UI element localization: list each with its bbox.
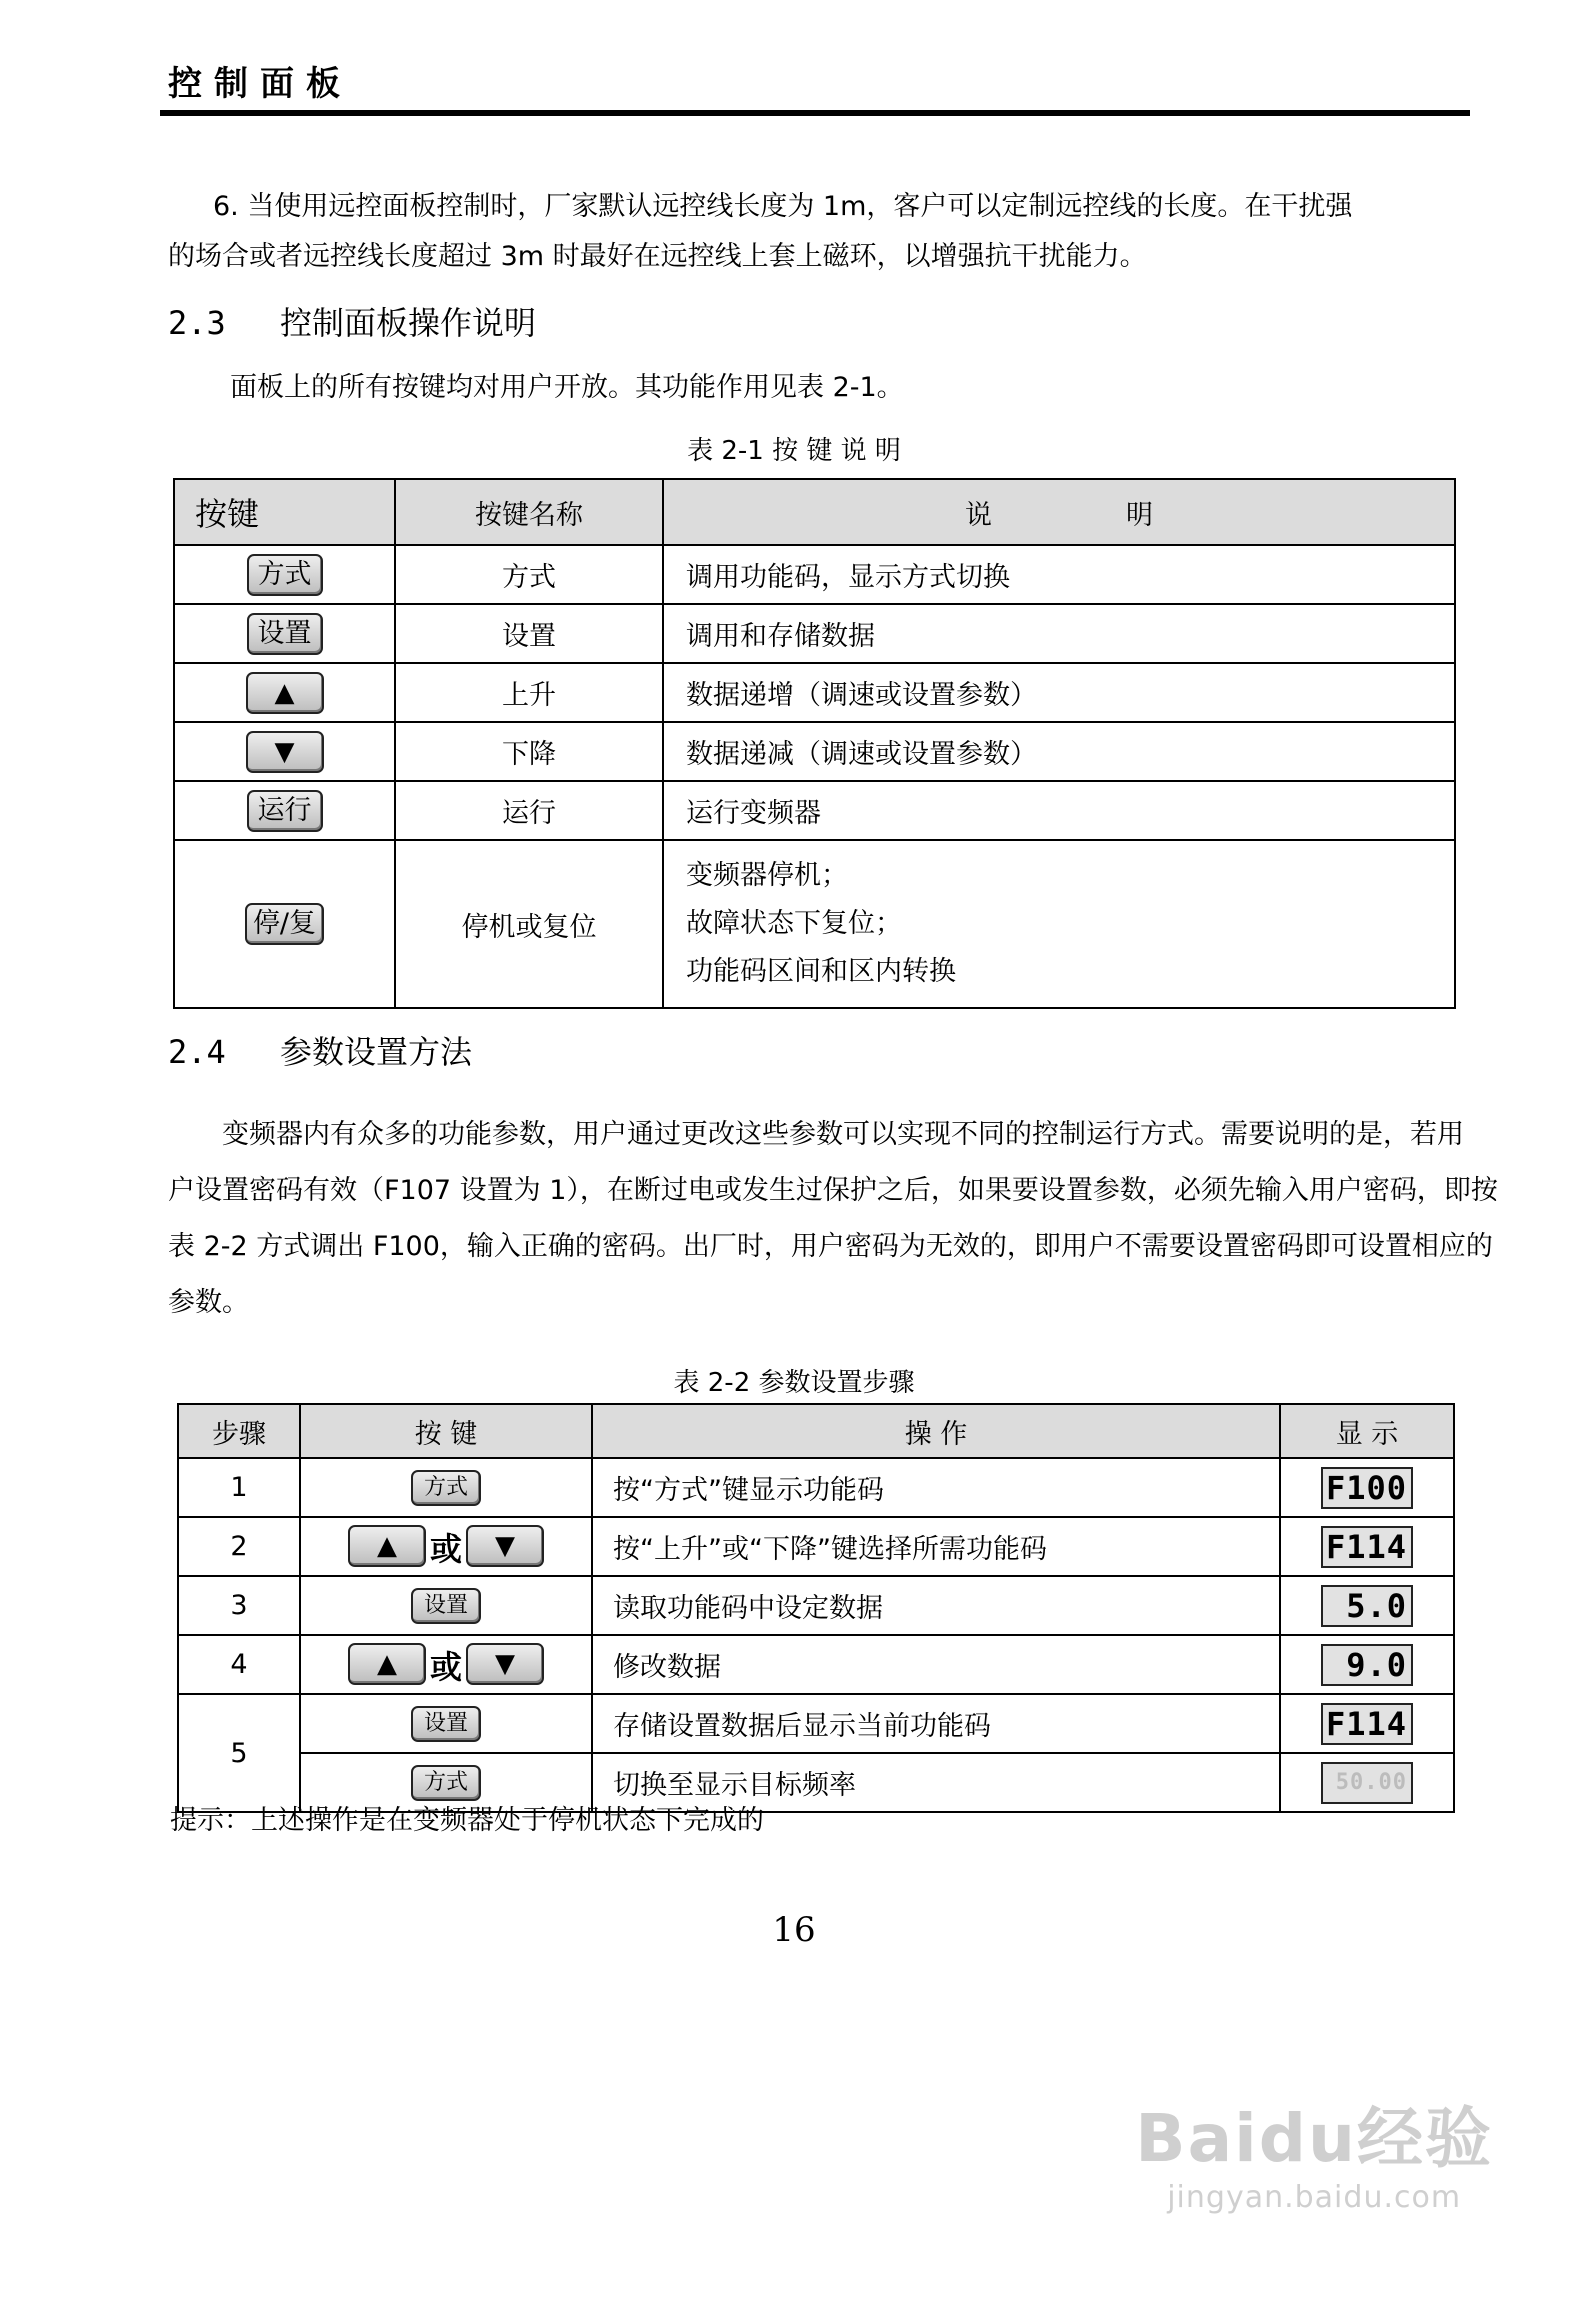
header-desc-a: 说 — [965, 499, 992, 531]
up-arrow-key-icon: ▲ — [348, 1525, 426, 1567]
table-row — [174, 781, 1455, 840]
desc-line: 变频器停机； — [686, 860, 848, 891]
section-2-4-para-line4: 参数。 — [168, 1287, 249, 1318]
lcd-display: 50.00 — [1321, 1762, 1413, 1804]
table-row — [178, 1635, 1454, 1694]
section-title: 参数设置方法 — [280, 1033, 473, 1071]
mode-key-icon: 方式 — [247, 554, 323, 596]
table-row — [174, 722, 1455, 781]
header-divider — [160, 110, 1470, 116]
section-2-4-para-line2: 户设置密码有效（F107 设置为 1），在断过电或发生过保护之后，如果要设置参数，必须先输入用户密码，即按 — [168, 1175, 1498, 1206]
operation-text: 修改数据 — [592, 1635, 1280, 1694]
operation-text: 存储设置数据后显示当前功能码 — [592, 1694, 1280, 1753]
key-name: 运行 — [395, 781, 663, 840]
set-key-icon: 设置 — [411, 1588, 481, 1624]
key-name: 下降 — [395, 722, 663, 781]
para6-line1: 6. 当使用远控面板控制时，厂家默认远控线长度为 1m，客户可以定制远控线的长度。在干扰强 — [213, 191, 1353, 222]
desc-line: 故障状态下复位； — [686, 908, 902, 939]
table-row — [174, 663, 1455, 722]
key-desc: 调用和存储数据 — [663, 604, 1455, 663]
up-arrow-key-icon: ▲ — [348, 1643, 426, 1685]
stop-reset-key-icon: 停/复 — [245, 903, 324, 945]
watermark-url: jingyan.baidu.com — [1167, 2180, 1462, 2215]
step-number: 3 — [178, 1576, 300, 1635]
section-number: 2.4 — [168, 1033, 226, 1071]
para6-line2: 的场合或者远控线长度超过 3m 时最好在远控线上套上磁环，以增强抗干扰能力。 — [168, 241, 1147, 272]
down-arrow-key-icon: ▼ — [466, 1525, 544, 1567]
section-2-4-para-line3: 表 2-2 方式调出 F100，输入正确的密码。出厂时，用户密码为无效的，即用户不需要设置密码即可设置相应的 — [168, 1231, 1493, 1262]
baidu-watermark — [1135, 2085, 1493, 2215]
header-desc-b: 明 — [1126, 499, 1153, 531]
set-key-icon: 设置 — [411, 1706, 481, 1742]
down-arrow-key-icon: ▼ — [246, 731, 324, 773]
key-name: 上升 — [395, 663, 663, 722]
operation-text: 按“上升”或“下降”键选择所需功能码 — [592, 1517, 1280, 1576]
parameter-steps-table — [177, 1403, 1455, 1813]
table-row — [178, 1458, 1454, 1517]
step-number: 1 — [178, 1458, 300, 1517]
table-row — [178, 1517, 1454, 1576]
step-number: 2 — [178, 1517, 300, 1576]
up-arrow-key-icon: ▲ — [246, 672, 324, 714]
set-key-icon: 设置 — [247, 613, 323, 655]
lcd-display: F114 — [1321, 1703, 1413, 1745]
header-step: 步骤 — [178, 1404, 300, 1458]
lcd-display: 5.0 — [1321, 1585, 1413, 1627]
lcd-display: F114 — [1321, 1526, 1413, 1568]
key-desc: 运行变频器 — [663, 781, 1455, 840]
mode-key-icon: 方式 — [411, 1470, 481, 1506]
header-key: 按 键 — [300, 1404, 592, 1458]
key-name: 停机或复位 — [395, 840, 663, 1008]
lcd-display: 9.0 — [1321, 1644, 1413, 1686]
footnote: 提示：上述操作是在变频器处于停机状态下完成的 — [170, 1805, 764, 1836]
lcd-display: F100 — [1321, 1467, 1413, 1509]
page-header-title: 控制面板 — [168, 64, 352, 104]
or-text: 或 — [429, 1647, 462, 1686]
key-desc: 调用功能码，显示方式切换 — [663, 545, 1455, 604]
operation-text: 切换至显示目标频率 — [592, 1753, 1280, 1812]
section-2-3-heading — [168, 298, 536, 344]
header-description — [663, 479, 1455, 545]
table-header-row — [178, 1404, 1454, 1458]
desc-line: 功能码区间和区内转换 — [686, 956, 956, 987]
key-name: 设置 — [395, 604, 663, 663]
key-desc — [663, 840, 1455, 1008]
table-row — [174, 545, 1455, 604]
section-number: 2.3 — [168, 304, 226, 342]
table1-caption: 表 2-1 按 键 说 明 — [687, 436, 901, 466]
table-row — [174, 840, 1455, 1008]
key-desc: 数据递增（调速或设置参数） — [663, 663, 1455, 722]
table2-caption: 表 2-2 参数设置步骤 — [673, 1368, 915, 1398]
key-desc: 数据递减（调速或设置参数） — [663, 722, 1455, 781]
header-operation: 操 作 — [592, 1404, 1280, 1458]
watermark-brand: Baidu经验 — [1135, 2100, 1493, 2177]
step-number: 5 — [178, 1694, 300, 1812]
header-key-name: 按键名称 — [395, 479, 663, 545]
header-display: 显 示 — [1280, 1404, 1454, 1458]
page-number: 16 — [772, 1910, 816, 1950]
table-row — [178, 1576, 1454, 1635]
run-key-icon: 运行 — [247, 790, 323, 832]
key-name: 方式 — [395, 545, 663, 604]
or-text: 或 — [429, 1529, 462, 1568]
section-2-4-para-line1: 变频器内有众多的功能参数，用户通过更改这些参数可以实现不同的控制运行方式。需要说明的是，若用 — [222, 1119, 1464, 1150]
section-2-4-heading — [168, 1027, 472, 1073]
key-description-table — [173, 478, 1456, 1009]
step-number: 4 — [178, 1635, 300, 1694]
table-row — [178, 1694, 1454, 1753]
section-title: 控制面板操作说明 — [280, 304, 537, 342]
section-2-3-intro: 面板上的所有按键均对用户开放。其功能作用见表 2-1。 — [230, 372, 904, 403]
table-header-row — [174, 479, 1455, 545]
header-key: 按键 — [174, 479, 395, 545]
operation-text: 读取功能码中设定数据 — [592, 1576, 1280, 1635]
mode-key-icon: 方式 — [411, 1765, 481, 1801]
down-arrow-key-icon: ▼ — [466, 1643, 544, 1685]
table-row — [174, 604, 1455, 663]
operation-text: 按“方式”键显示功能码 — [592, 1458, 1280, 1517]
